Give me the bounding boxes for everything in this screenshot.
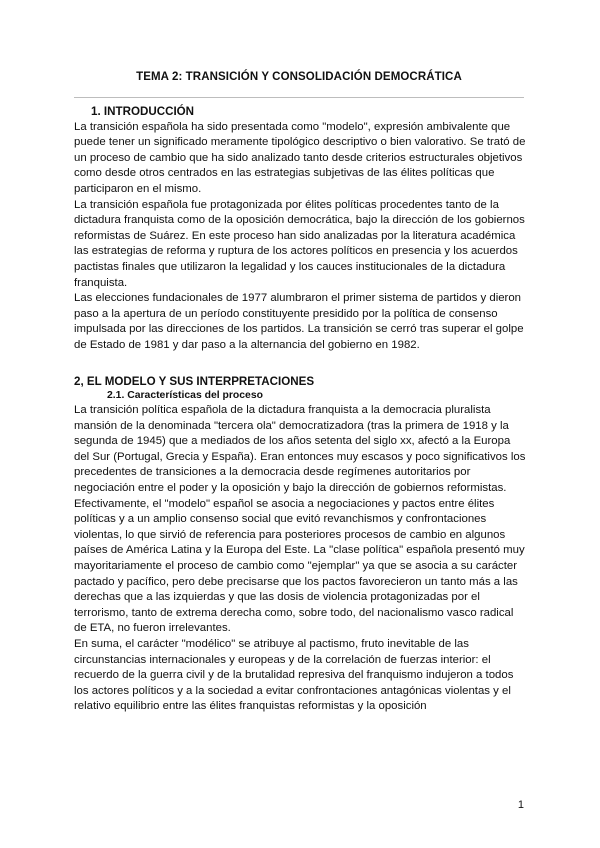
document-body — [74, 104, 526, 715]
paragraph: Las elecciones fundacionales de 1977 alumbraron el primer sistema de partidos y dieron paso a la apertura de un período constituyente presidido por la política de consenso impulsada por las direcciones de los partidos. La transición se cerró tras superar el golpe de Estado de 1981 y dar paso a la alternancia del gobierno en 1982. — [74, 292, 524, 351]
paragraph: Efectivamente, el "modelo" español se asocia a negociaciones y pactos entre élites políticas y a un amplio consenso social que evitó revanchismos y confrontaciones violentas, lo que sirvió de referencia para posteriores procesos de cambio en algunos países de América Latina y la Europa del Este. La "clase política" española presentó muy mayoritariamente el proceso de cambio como "ejemplar" ya que se asocia a su carácter pactado y pacífico, pero debe precisarse que los pactos favorecieron un tanto más a las derechas que a las izquierdas y que las dosis de violencia protagonizadas por el terrorismo, tanto de extrema derecha como, sobre todo, del nacionalismo vasco radical de ETA, no fueron irrelevantes. — [74, 497, 525, 635]
section-heading-introduccion: 1. INTRODUCCIÓN — [91, 105, 195, 118]
document-title: TEMA 2: TRANSICIÓN Y CONSOLIDACIÓN DEMOCRÁTICA — [136, 71, 462, 83]
subsection-heading-caracteristicas: 2.1. Características del proceso — [107, 390, 263, 402]
section-heading-modelo: 2, EL MODELO Y SUS INTERPRETACIONES — [74, 374, 315, 388]
title-divider — [74, 97, 524, 98]
paragraph: En suma, el carácter "modélico" se atribuye al pactismo, fruto inevitable de las circunstancias internacionales y europeas y de la correlación de fuerzas interior: el recuerdo de la guerra civil y de la brutalidad represiva del franquismo indujeron a todos los actores políticos y a la sociedad a evitar confrontaciones antagónicas violentas y el relativo equilibrio entre las élites franquistas reformistas y la oposición — [74, 638, 514, 713]
paragraph: La transición española ha sido presentada como "modelo", expresión ambivalente que puede tener un significado meramente tipológico descriptivo o bien valorativo. Se trató de un proceso de cambio que ha sido analizado tanto desde criterios estructurales objetivos como desde otros centrados en las estrategias subjetivas de las élites políticas que participaron en el mismo. — [74, 120, 526, 195]
page-number: 1 — [517, 799, 524, 811]
paragraph: La transición política española de la dictadura franquista a la democracia pluralista mansión de la denominada "tercera ola" democratizadora (tras la primera de 1918 y la segunda de 1945) que a mediados de los años setenta del siglo xx, afectó a la Europa del Sur (Portugal, Grecia y España). Eran entonces muy escasos y poco significativos los precedentes de transiciones a la democracia desde regímenes autoritarios por negociación entre el poder y la oposición y bajo la dirección de gobiernos reformistas. — [74, 404, 526, 495]
paragraph: La transición española fue protagonizada por élites políticas procedentes tanto de la dictadura franquista como de la oposición democrática, bajo la dirección de los gobiernos reformistas de Suárez. En este proceso han sido analizadas por la literatura académica las estrategias de reforma y ruptura de los actores políticos en presencia y los acuerdos pactistas finales que utilizaron la legalidad y los cauces institucionales de la dictadura franquista. — [74, 198, 525, 289]
